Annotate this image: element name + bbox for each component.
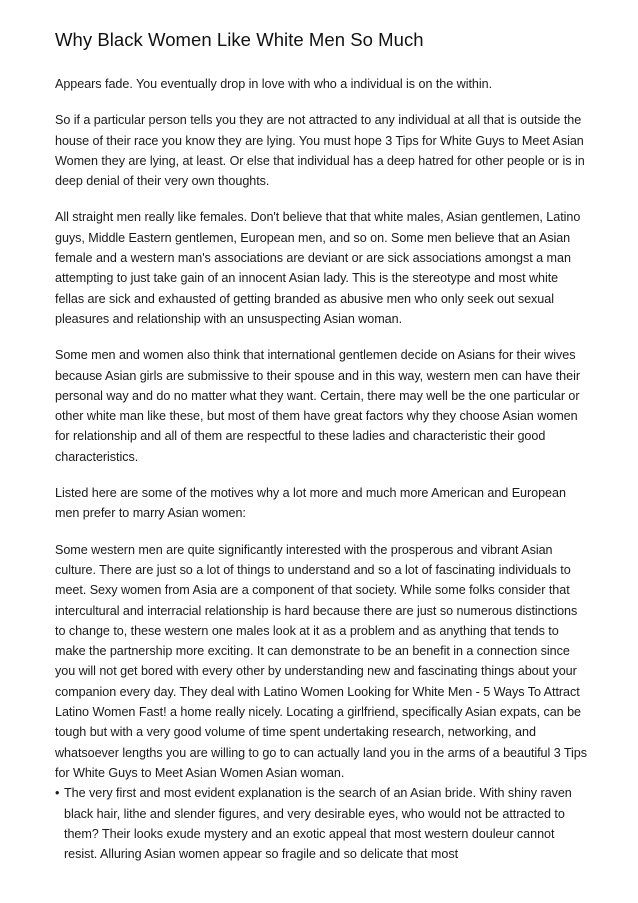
paragraph-5: Listed here are some of the motives why a lot more and much more American and European men prefer to marry Asian women: (55, 486, 566, 521)
paragraph-1: Appears fade. You eventually drop in love with who a individual is on the within. (55, 77, 493, 91)
paragraph-4: Some men and women also think that international gentlemen decide on Asians for their wives because Asian girls are submissive to their spouse and in this way, western men can have their personal way and do no matter what they want. Certain, there may well be the one particular or other white man like these, but most of them have great factors why they choose Asian women for relationship and all of them are respectful to these ladies and characteristic their good characteristics. (55, 348, 580, 464)
bullet-text: The very first and most evident explanation is the search of an Asian bride. With shiny raven black hair, lithe and slender figures, and very desirable eyes, who would not be attracted to them? Their looks exude mystery and an exotic appeal that most western douleur cannot resist. Alluring Asian women appear so fragile and so delicate that most (64, 786, 572, 862)
paragraph-2: So if a particular person tells you they are not attracted to any individual at all that is outside the house of their race you know they are lying. You must hope 3 Tips for White Guys to Meet Asian Women they are lying, at least. Or else that individual has a deep hatred for other people or is in deep denial of their very own thoughts. (55, 113, 585, 189)
bullet-mark: • (55, 786, 60, 801)
document-page (55, 28, 587, 864)
bullet-item (55, 783, 587, 864)
paragraph-6: Some western men are quite significantly interested with the prosperous and vibrant Asian culture. There are just so a lot of things to understand and so a lot of fascinating individuals to meet. Sexy women from Asia are a component of that society. While some folks consider that intercultural and interracial relationship is hard because there are just so numerous distinctions to change to, these western one males look at it as a problem and as anything that tends to make the partnership more exciting. It can demonstrate to be an benefit in a connection since you will not get bored with every other by understanding new and fascinating things about your companion every day. They deal with Latino Women Looking for White Men - 5 Ways To Attract Latino Women Fast! a home really nicely. Locating a girlfriend, specifically Asian expats, can be tough but with a very good volume of time spent undertaking research, networking, and whatsoever lengths you are willing to go to can actually land you in the arms of a beautiful 3 Tips for White Guys to Meet Asian Women Asian woman. (55, 542, 587, 780)
paragraph-3: All straight men really like females. Don't believe that that white males, Asian gentlemen, Latino guys, Middle Eastern gentlemen, European men, and so on. Some men believe that an Asian female and a western man's associations are deviant or are sick associations amongst a man attempting to just take gain of an innocent Asian lady. This is the stereotype and most white fellas are sick and exhausted of getting branded as abusive men who only seek out sexual pleasures and relationship with an unsuspecting Asian woman. (55, 210, 581, 326)
page-title: Why Black Women Like White Men So Much (55, 29, 424, 50)
